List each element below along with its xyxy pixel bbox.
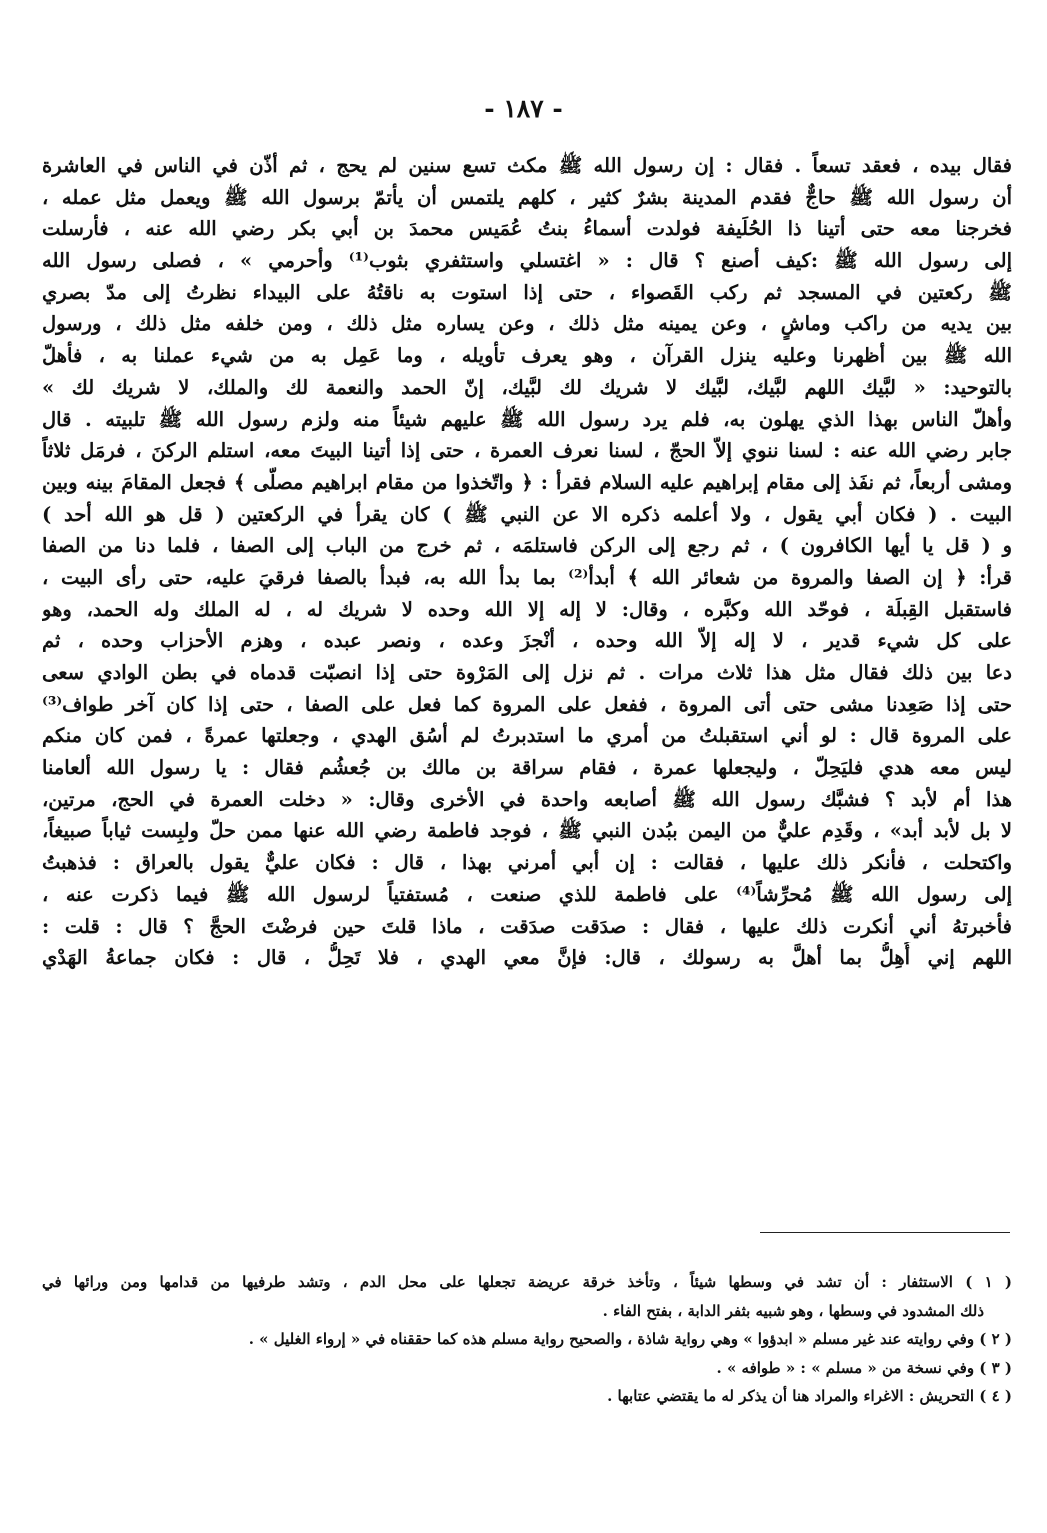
- text-line: فاستقبل القِبلَة ، فوحّد الله وكبَّره ، وقال: لا إله إلا الله وحده لا شريك له ، له الملك وله الحمد، وهو: [42, 597, 1012, 621]
- footnote-line: ( ٢ ) وفي روايته عند غير مسلم « ابدؤوا » وهي رواية شاذة ، والصحيح رواية مسلم هذه كما حققناه في « إرواء الغليل » .: [248, 1330, 1012, 1348]
- text-line: جابر رضي الله عنه : لسنا ننوي إلاّ الحجّ ، لسنا نعرف العمرة ، حتى إذا أتينا البيتَ معه، استلم الركنَ ، فرمَل ثلاثاً: [42, 439, 1012, 463]
- text-line: البيت . ( فكان أبي يقول ، ولا أعلمه ذكره الا عن النبي ﷺ ) كان يقرأ في الركعتين ( قل هو الله أحد ): [42, 502, 1012, 526]
- text-line: على المروة قال : لو أني استقبلتُ من أمري ما استدبرتُ لم أسُق الهدي ، وجعلتها عمرةً ، فمن كان منكم: [42, 724, 1012, 748]
- footnote-line: ( ٣ ) وفي نسخة من « مسلم » : « طوافه » .: [716, 1358, 1012, 1377]
- main-text: [42, 150, 1012, 974]
- text-line: ليس معه هدي فليَحِلّ ، وليجعلها عمرة ، فقام سراقة بن مالك بن جُعشُم فقال : يا رسول الله ألعامنا: [42, 756, 1012, 780]
- text-line: هذا أم لأبد ؟ فشبَّك رسول الله ﷺ أصابعه واحدة في الأخرى وقال: « دخلت العمرة في الحج، مرتين،: [42, 787, 1012, 811]
- text-line: بالتوحيد: « لبَّيك اللهم لبَّيك، لبَّيك لا شريك لك لبَّيك، إنّ الحمد والنعمة لك والملك، لا شريك لك »: [42, 375, 1012, 399]
- text-line: قرأ: ﴿ إن الصفا والمروة من شعائر الله ﴾ أبدأ⁽²⁾ بما بدأ الله به، فبدأ بالصفا فرقيَ عليه، حتى رأى البيت ،: [42, 565, 1012, 589]
- text-line: وأهلّ الناس بهذا الذي يهلون به، فلم يرد رسول الله ﷺ عليهم شيئاً منه ولزم رسول الله ﷺ تلبيته . قال: [42, 407, 1012, 431]
- text-line: و ( قل يا أيها الكافرون ) ، ثم رجع إلى الركن فاستلمَه ، ثم خرج من الباب إلى الصفا ، فلما دنا من الصفا: [42, 534, 1012, 558]
- footnotes: [42, 1268, 1012, 1411]
- footnote-divider: [760, 1232, 1010, 1233]
- footnote-line: ( ١ ) الاستثفار : أن تشد في وسطها شيئاً ، وتأخذ خرقة عريضة تجعلها على محل الدم ، وتشد طرفيها من قدامها ومن ورائها في: [42, 1273, 1012, 1291]
- text-line: اللهم إني أُهِلُّ بما أهلَّ به رسولك ، قال: فإنَّ معي الهدي ، فلا تَحِلُّ ، قال : فكان جماعةُ الهَدْي: [42, 946, 1012, 970]
- text-line: ومشى أربعاً، ثم نفَذ إلى مقام إبراهيم عليه السلام فقرأ : ﴿ واتّخذوا من مقام ابراهيم مصلّى ﴾ فجعل المقامَ بينه وبين: [42, 470, 1012, 494]
- text-line: بين يديه من راكب وماشٍ ، وعن يمينه مثل ذلك ، وعن يساره مثل ذلك ، ومن خلفه مثل ذلك ، ورسول: [42, 312, 1012, 336]
- page-number: - ١٨٧ -: [484, 94, 563, 123]
- text-line: لا بل لأبد أبد» ، وقَدِم عليٌّ من اليمن ببُدن النبي ﷺ ، فوجد فاطمة رضي الله عنها ممن حلّ ولبِست ثياباً صبيغاً،: [42, 819, 1012, 843]
- text-line: إلى رسول الله ﷺ :كيف أصنع ؟ قال : « اغتسلي واستثفري بثوب⁽¹⁾ وأحرمي » ، فصلى رسول الله: [42, 249, 1012, 273]
- text-line: واكتحلت ، فأنكر ذلك عليها ، فقالت : إن أبي أمرني بهذا ، قال : فكان عليٌّ يقول بالعراق : فذهبتُ: [42, 851, 1012, 875]
- text-line: ﷺ ركعتين في المسجد ثم ركب القَصواء ، حتى إذا استوت به ناقتُهُ على البيداء نظرتُ إلى مدّ بصري: [42, 280, 1012, 304]
- text-line: على كل شيء قدير ، لا إله إلاّ الله وحده ، أنْجزَ وعده ، ونصر عبده ، وهزم الأحزاب وحده ، ثم: [42, 629, 1012, 653]
- footnote-line: ( ٤ ) التحريش : الاغراء والمراد هنا أن يذكر له ما يقتضي عتابها .: [607, 1387, 1012, 1405]
- text-line: إلى رسول الله ﷺ مُحرِّشاً⁽⁴⁾ على فاطمة للذي صنعت ، مُستفتياً لرسول الله ﷺ فيما ذكرت عنه ،: [42, 882, 1012, 906]
- text-line: فأخبرتهُ أني أنكرت ذلك عليها ، فقال : صدَقت صدَقت ، ماذا قلتَ حين فرضْتَ الحجَّ ؟ قال : قلت :: [42, 914, 1012, 938]
- text-line: أن رسول الله ﷺ حاجٌّ فقدم المدينة بشرٌ كثير ، كلهم يلتمس أن يأتمّ برسول الله ﷺ ويعمل مثل عمله ،: [42, 185, 1012, 209]
- text-line: حتى إذا صَعِدنا مشى حتى أتى المروة ، ففعل على المروة كما فعل على الصفا ، حتى إذا كان آخر طواف⁽³⁾: [42, 692, 1012, 716]
- footnote-line: ذلك المشدود في وسطها ، وهو شبيه بثفر الدابة ، بفتح الفاء .: [602, 1301, 984, 1320]
- text-line: فخرجنا معه حتى أتينا ذا الحُلَيفة فولدت أسماءُ بنتُ عُمَيس محمدَ بن أبي بكر رضي الله عنه ، فأرسلت: [42, 217, 1012, 241]
- text-line: الله ﷺ بين أظهرنا وعليه ينزل القرآن ، وهو يعرف تأويله ، وما عَمِل به من شيء عملنا به ، فأهلّ: [42, 344, 1012, 368]
- text-line: فقال بيده ، فعقد تسعاً . فقال : إن رسول الله ﷺ مكث تسع سنين لم يحج ، ثم أذّن في الناس في العاشرة: [42, 154, 1012, 177]
- text-line: دعا بين ذلك فقال مثل هذا ثلاث مرات . ثم نزل إلى المَرْوة حتى إذا انصبّت قدماه في بطن الوادي سعى: [42, 661, 1012, 684]
